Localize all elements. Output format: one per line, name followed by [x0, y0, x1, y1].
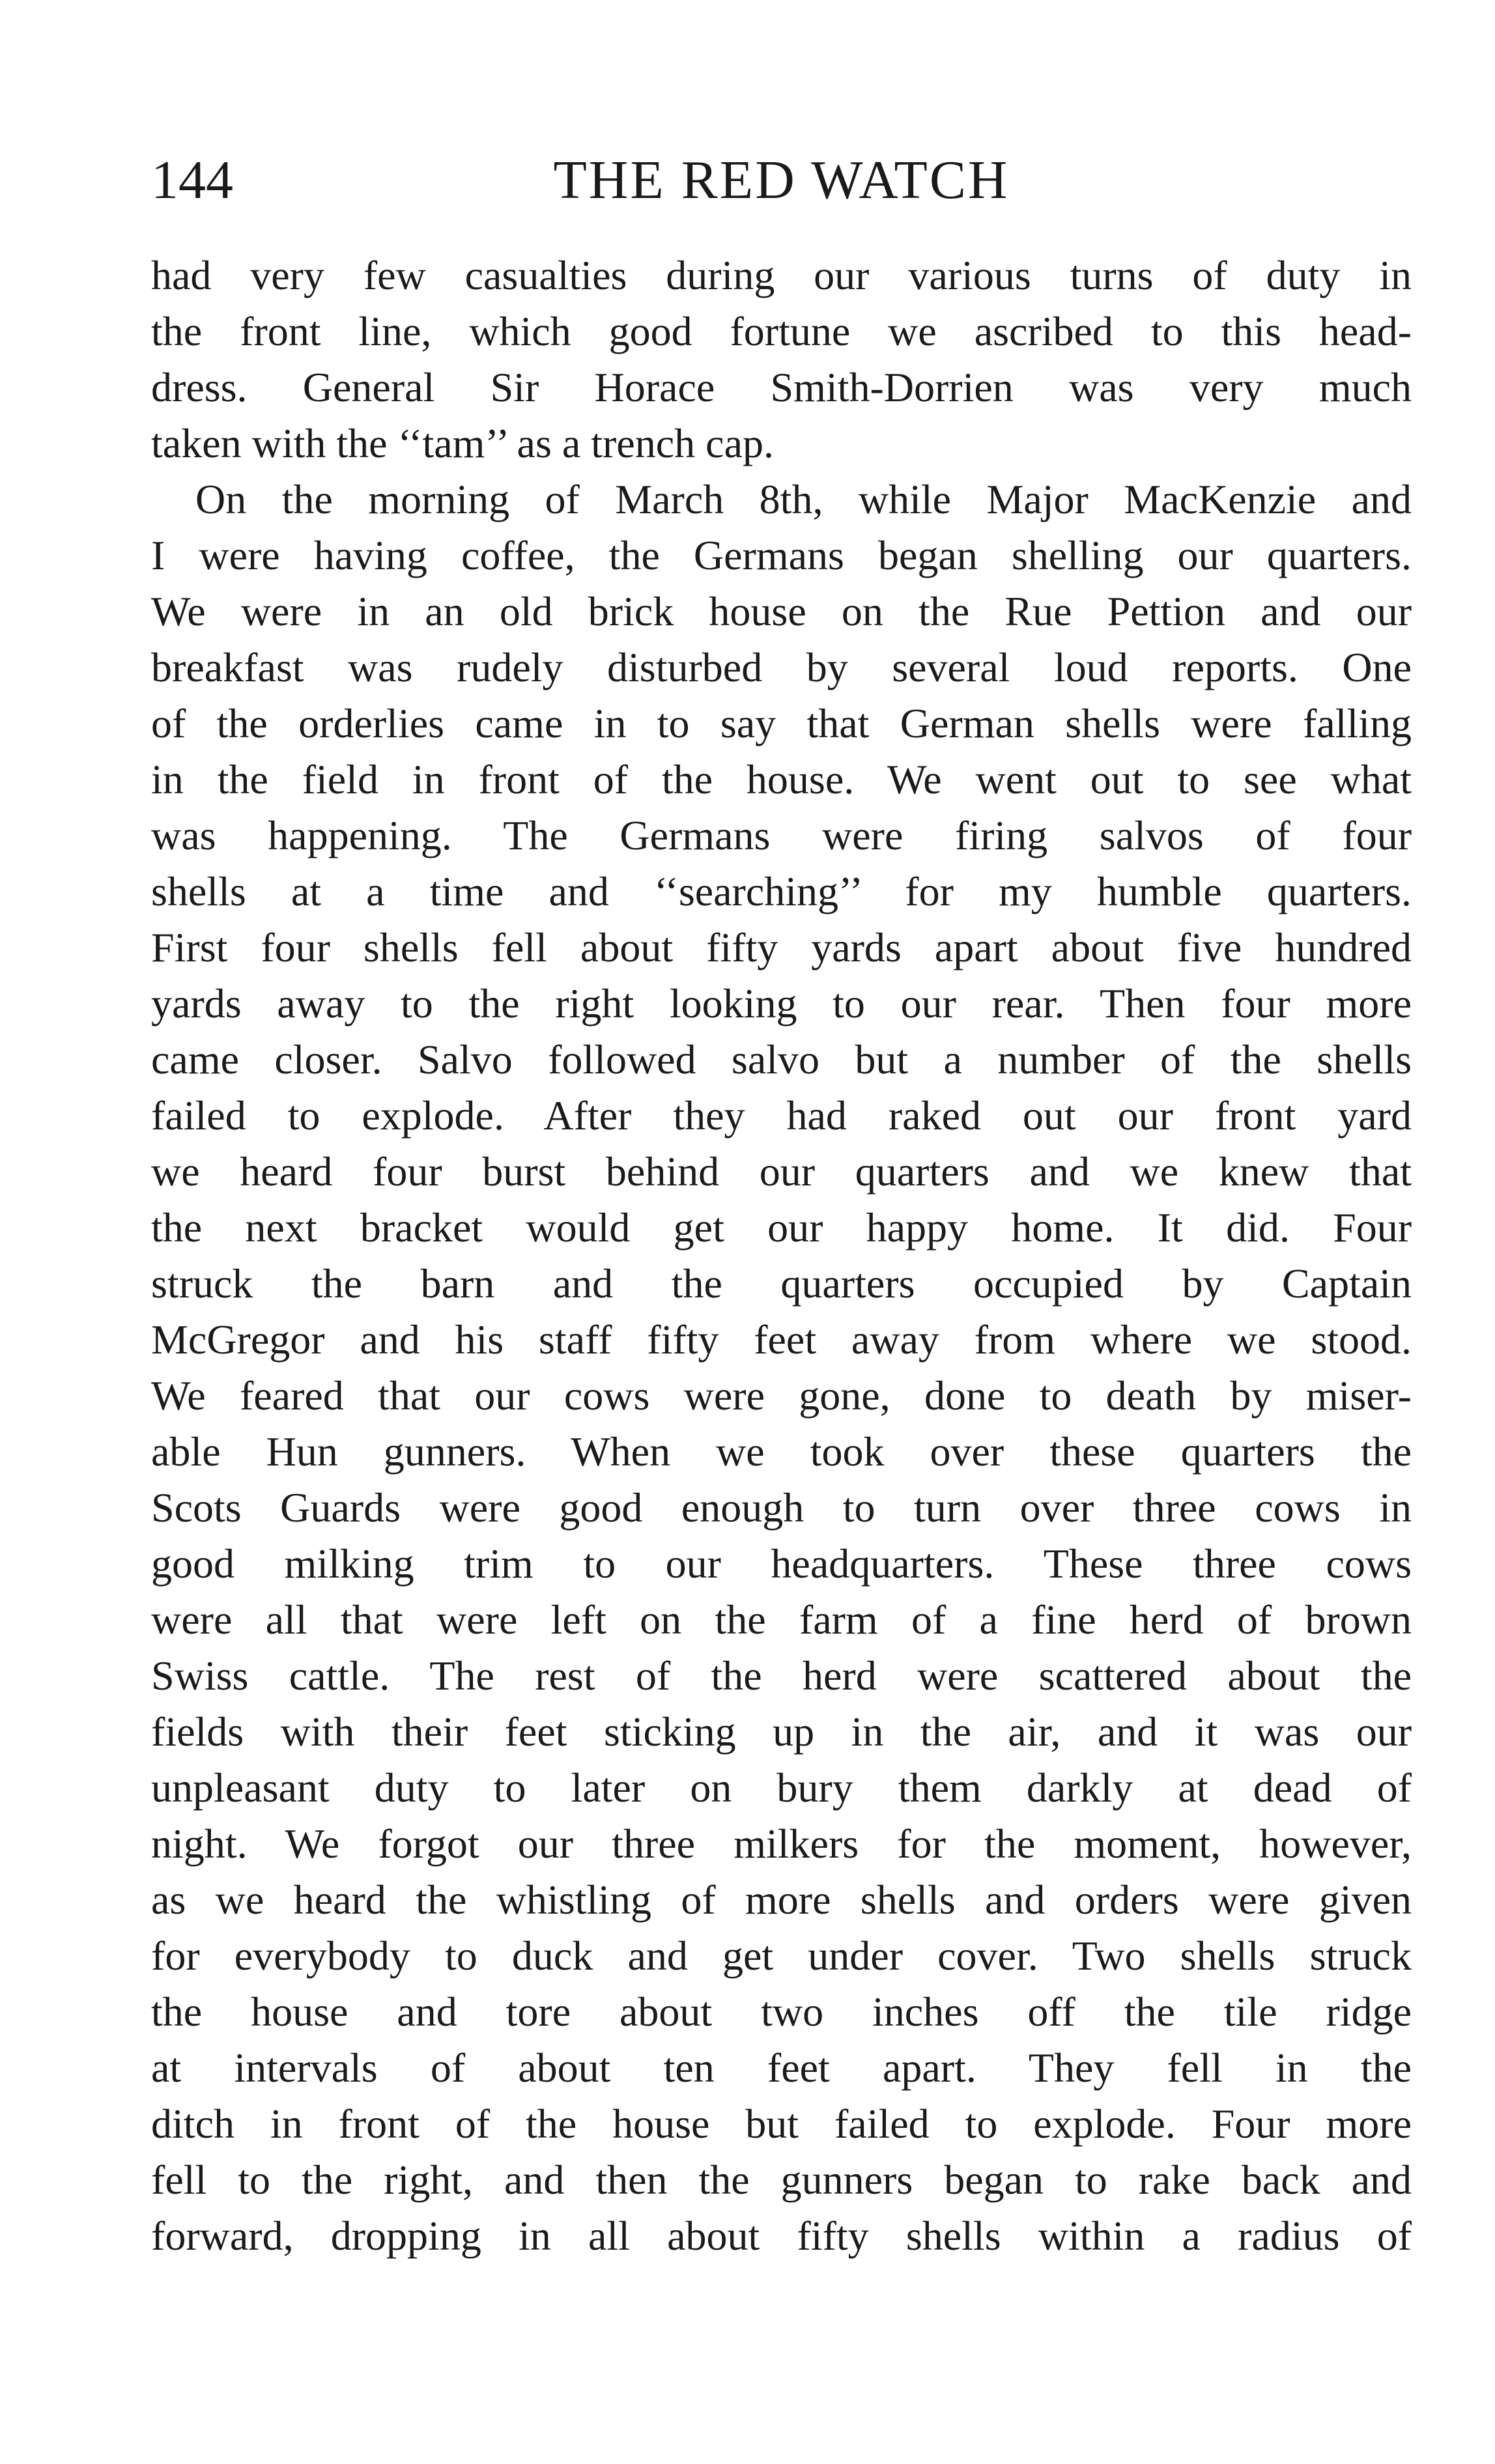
text-line: the front line, which good fortune we ascribed to this head-: [151, 308, 1412, 354]
text-line: Scots Guards were good enough to turn over three cows in: [151, 1484, 1412, 1531]
text-line: We were in an old brick house on the Rue Pettion and our: [151, 588, 1412, 634]
text-line: forward, dropping in all about fifty shells within a radius of: [151, 2213, 1412, 2259]
text-line: for everybody to duck and get under cover. Two shells struck: [151, 1933, 1412, 1979]
paragraph-start-line: On the morning of March 8th, while Major MacKenzie and: [195, 476, 1412, 522]
text-line: struck the barn and the quarters occupied by Captain: [151, 1260, 1412, 1307]
text-line: fell to the right, and then the gunners began to rake back and: [151, 2157, 1412, 2203]
text-line: failed to explode. After they had raked out our front yard: [151, 1092, 1412, 1139]
text-line: We feared that our cows were gone, done to death by miser-: [151, 1372, 1412, 1419]
running-title: THE RED WATCH: [553, 150, 1010, 210]
text-line: McGregor and his staff fifty feet away from where we stood.: [151, 1316, 1412, 1363]
text-line: of the orderlies came in to say that German shells were falling: [151, 700, 1412, 746]
text-line: shells at a time and ‘‘searching’’ for my humble quarters.: [151, 868, 1412, 914]
body-text: [151, 248, 1412, 2264]
page-number: 144: [151, 150, 233, 210]
text-line: the next bracket would get our happy home. It did. Four: [151, 1204, 1412, 1251]
text-line: First four shells fell about fifty yards apart about five hundred: [151, 924, 1412, 970]
text-line: as we heard the whistling of more shells and orders were given: [151, 1876, 1412, 1923]
text-line: had very few casualties during our various turns of duty in: [151, 252, 1412, 298]
text-line: in the field in front of the house. We went out to see what: [151, 756, 1412, 802]
text-line: fields with their feet sticking up in the air, and it was our: [151, 1708, 1412, 1755]
text-line: night. We forgot our three milkers for the moment, however,: [151, 1820, 1412, 1867]
text-line: came closer. Salvo followed salvo but a number of the shells: [151, 1036, 1412, 1083]
text-line: the house and tore about two inches off the tile ridge: [151, 1989, 1412, 2035]
text-line: at intervals of about ten feet apart. They fell in the: [151, 2045, 1412, 2091]
paragraph-end-line: taken with the ‘‘tam’’ as a trench cap.: [151, 420, 774, 466]
text-line: was happening. The Germans were firing salvos of four: [151, 812, 1412, 858]
text-line: were all that were left on the farm of a fine herd of brown: [151, 1596, 1412, 1643]
text-line: we heard four burst behind our quarters and we knew that: [151, 1148, 1412, 1195]
running-head: [151, 145, 1412, 216]
text-line: unpleasant duty to later on bury them darkly at dead of: [151, 1764, 1412, 1811]
text-line: able Hun gunners. When we took over these quarters the: [151, 1428, 1412, 1475]
text-line: I were having coffee, the Germans began shelling our quarters.: [151, 532, 1412, 578]
text-line: ditch in front of the house but failed to explode. Four more: [151, 2101, 1412, 2147]
text-line: yards away to the right looking to our rear. Then four more: [151, 980, 1412, 1027]
text-line: Swiss cattle. The rest of the herd were scattered about the: [151, 1652, 1412, 1699]
text-line: dress. General Sir Horace Smith-Dorrien was very much: [151, 364, 1412, 410]
text-line: good milking trim to our headquarters. These three cows: [151, 1540, 1412, 1587]
text-line: breakfast was rudely disturbed by several loud reports. One: [151, 644, 1412, 690]
